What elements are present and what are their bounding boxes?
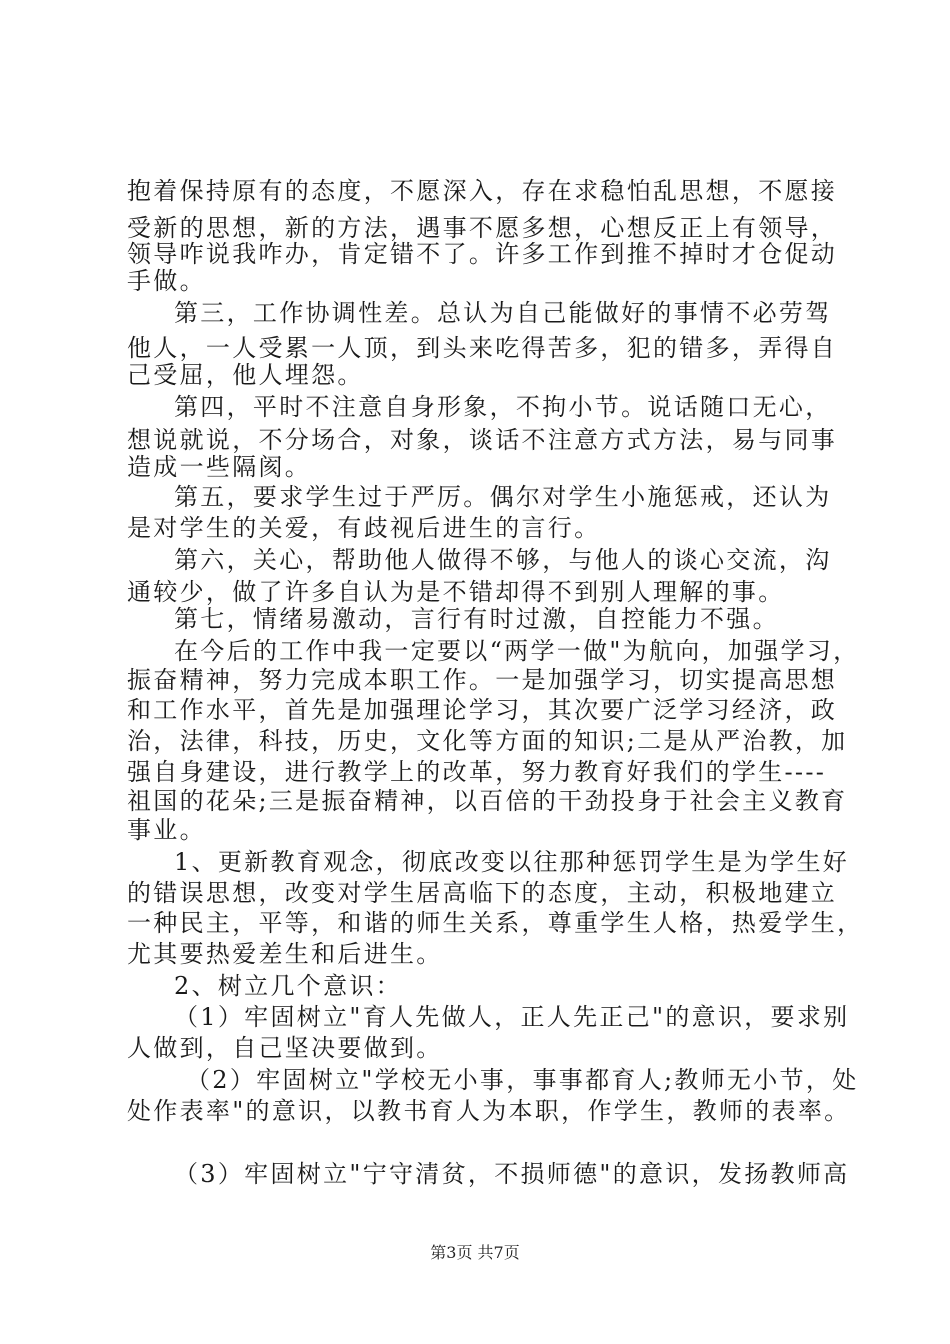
text-line: 抱着保持原有的态度，不愿深入，存在求稳怕乱思想，不愿接: [127, 177, 838, 205]
text-line: 通较少，做了许多自认为是不错却得不到别人理解的事。: [127, 578, 785, 606]
text-line: （3）牢固树立"宁守清贫，不损师德"的意识，发扬教师高: [174, 1160, 850, 1188]
text-line: 治，法律，科技，历史，文化等方面的知识;二是从严治教，加: [127, 727, 848, 755]
text-line: 一种民主，平等，和谐的师生关系，尊重学生人格，热爱学生，: [127, 909, 864, 937]
text-line: 人做到，自己坚决要做到。: [127, 1034, 443, 1062]
text-line: 2、树立几个意识：: [174, 972, 402, 1000]
text-line: 处作表率"的意识，以教书育人为本职，作学生，教师的表率。: [127, 1097, 851, 1125]
text-line: 领导咋说我咋办，肯定错不了。许多工作到推不掉时才仓促动: [127, 240, 838, 268]
text-line: 1、更新教育观念，彻底改变以往那种惩罚学生是为学生好: [174, 848, 850, 876]
text-line: 强自身建设，进行教学上的改革，努力教育好我们的学生----: [127, 758, 827, 786]
text-line: （1）牢固树立"育人先做人，正人先正己"的意识，要求别: [174, 1003, 850, 1031]
text-line: 己受屈，他人埋怨。: [127, 361, 364, 389]
text-line: 在今后的工作中我一定要以“两学一做"为航向，加强学习，: [174, 637, 860, 665]
text-line: 尤其要热爱差生和后进生。: [127, 940, 443, 968]
text-line: 第七，情绪易激动，言行有时过激，自控能力不强。: [174, 605, 779, 633]
text-line: 的错误思想，改变对学生居高临下的态度，主动，积极地建立: [127, 879, 838, 907]
text-line: （2）牢固树立"学校无小事，事事都育人;教师无小节，处: [186, 1066, 859, 1094]
text-line: 振奋精神，努力完成本职工作。一是加强学习，切实提高思想: [127, 666, 838, 694]
text-line: 手做。: [127, 267, 206, 295]
text-line: 第六，关心，帮助他人做得不够，与他人的谈心交流，沟: [174, 546, 832, 574]
text-line: 他人，一人受累一人顶，到头来吃得苦多，犯的错多，弄得自: [127, 334, 838, 362]
text-line: 造成一些隔阂。: [127, 453, 312, 481]
text-line: 和工作水平，首先是加强理论学习，其次要广泛学习经济，政: [127, 696, 838, 724]
text-line: 第四，平时不注意自身形象，不拘小节。说话随口无心，: [174, 393, 832, 421]
text-line: 第五，要求学生过于严厉。偶尔对学生小施惩戒，还认为: [174, 483, 832, 511]
text-line: 受新的思想，新的方法，遇事不愿多想，心想反正上有领导，: [127, 214, 838, 242]
page-number-footer: 第3页 共7页: [430, 1243, 520, 1262]
text-line: 第三，工作协调性差。总认为自己能做好的事情不必劳驾: [174, 299, 832, 327]
text-line: 想说就说，不分场合，对象，谈话不注意方式方法，易与同事: [127, 426, 838, 454]
text-line: 祖国的花朵;三是振奋精神，以百倍的干劲投身于社会主义教育: [127, 787, 848, 815]
text-line: 事业。: [127, 816, 206, 844]
text-line: 是对学生的关爱，有歧视后进生的言行。: [127, 514, 601, 542]
